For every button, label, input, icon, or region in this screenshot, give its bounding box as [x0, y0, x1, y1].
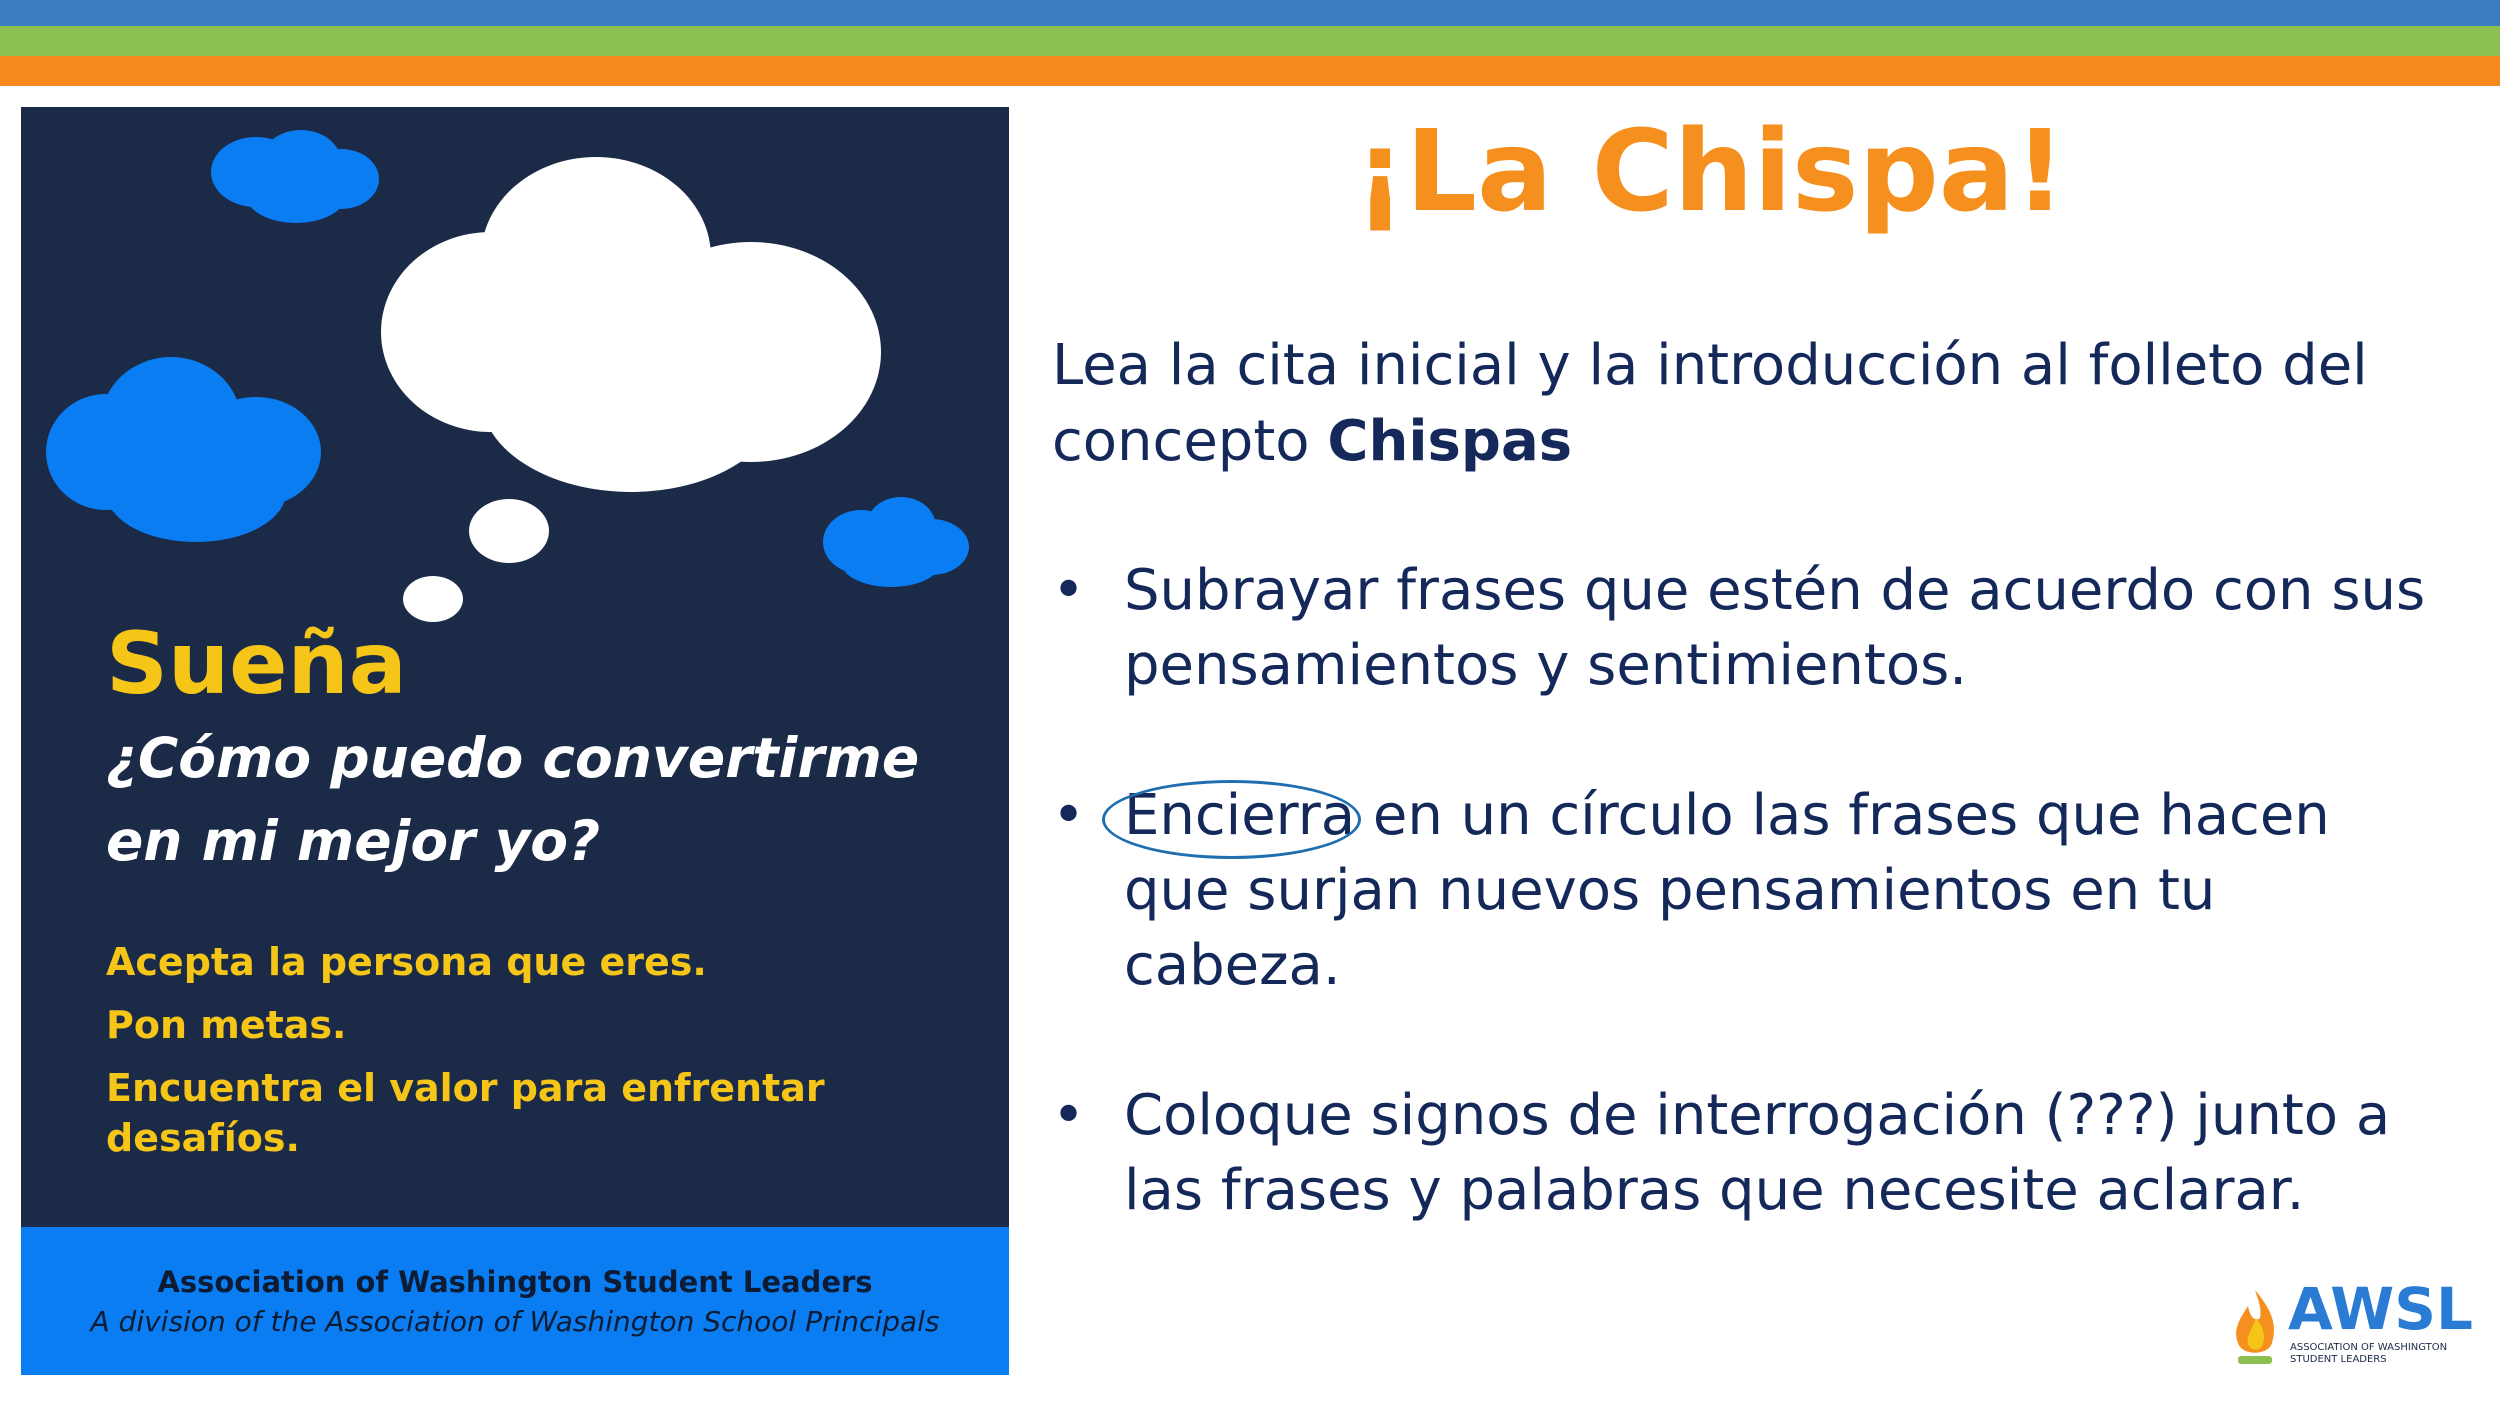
top-stripe-green [0, 26, 2500, 56]
instruction-list [1052, 553, 2442, 1303]
thought-bubble-icon [381, 157, 881, 622]
instruction-text: Coloque signos de interrogación (???) junto a las frases y palabras que necesite aclarar. [1124, 1083, 2391, 1223]
instruction-item-circle [1052, 778, 2442, 1003]
instruction-item-underline [1052, 553, 2442, 703]
footer-org-name: Association of Washington Student Leaders [157, 1265, 873, 1299]
poster-title: Sueña [106, 614, 407, 714]
slide-title: ¡La Chispa! [1354, 107, 2066, 237]
awsl-logo [2220, 1275, 2480, 1380]
large-cloud-left-icon [46, 357, 321, 542]
small-cloud-right-icon [823, 497, 969, 587]
poster-point: Pon metas. [106, 1003, 347, 1047]
bullet-icon: • [1052, 1083, 1086, 1148]
instruction-text: Subrayar frases que estén de acuerdo con sus pensamientos y sentimientos. [1124, 558, 2426, 698]
dream-poster [21, 107, 1009, 1375]
bullet-icon: • [1052, 783, 1086, 848]
logo-subtitle: ASSOCIATION OF WASHINGTON STUDENT LEADERS [2290, 1342, 2448, 1365]
instruction-text: en un círculo las frases que hacen que surjan nuevos pensamientos en tu cabeza. [1124, 783, 2330, 998]
flame-icon [2230, 1288, 2280, 1368]
bullet-icon: • [1052, 558, 1086, 623]
intro-paragraph [1052, 328, 2432, 480]
intro-bold-term: Chispas [1327, 409, 1573, 474]
poster-footer [21, 1227, 1009, 1375]
poster-point: Acepta la persona que eres. [106, 940, 707, 984]
logo-wordmark: AWSL [2288, 1275, 2473, 1343]
top-stripe-orange [0, 56, 2500, 86]
poster-points [106, 937, 906, 1176]
circled-word: Encierra [1124, 778, 1355, 853]
small-cloud-top-icon [211, 130, 379, 223]
poster-point: Encuentra el valor para enfrentar desafíos. [106, 1066, 825, 1160]
instruction-item-question [1052, 1078, 2442, 1228]
footer-division: A division of the Association of Washington School Principals [90, 1305, 940, 1338]
top-stripe-blue [0, 0, 2500, 26]
poster-question: ¿Cómo puedo convertirme en mi mejor yo? [106, 726, 920, 873]
intro-text: Lea la cita inicial y la introducción al folleto del concepto [1052, 333, 2368, 474]
